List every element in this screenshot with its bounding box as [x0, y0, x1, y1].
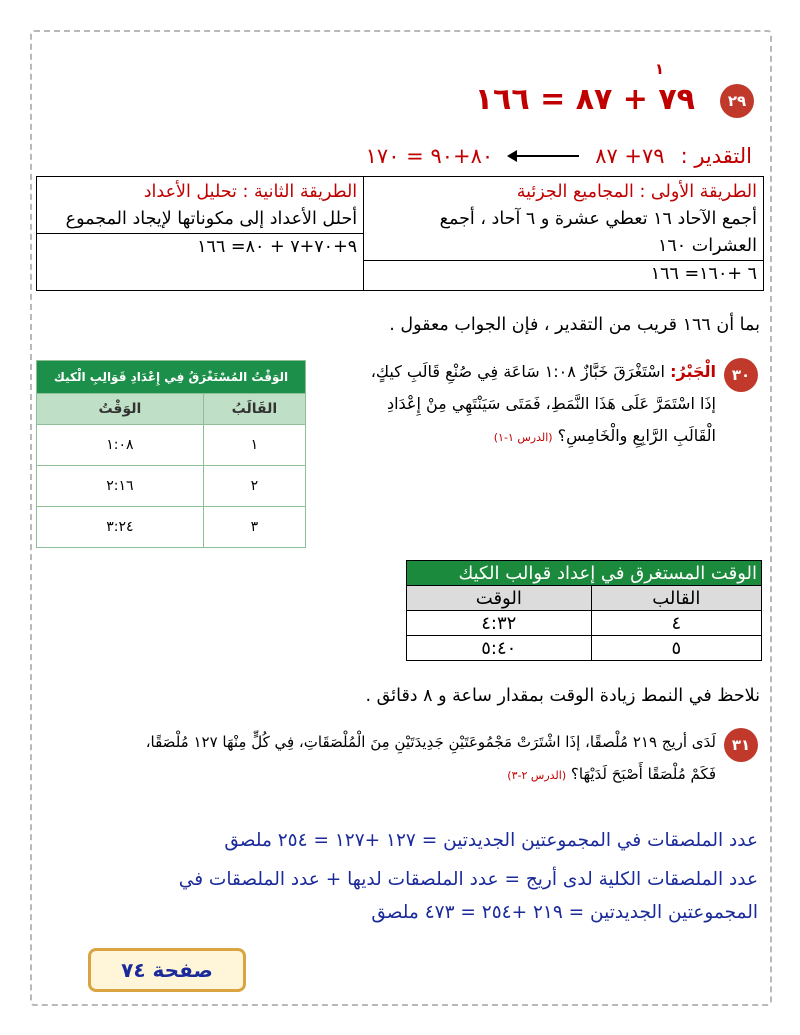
- answer-cell: ٥:٤٠: [407, 636, 592, 661]
- method-2-result: ٩+٧٠+٧ + ٨٠= ١٦٦: [37, 233, 363, 261]
- table-row: [407, 636, 762, 661]
- answer-header-mold: القالب: [591, 586, 761, 611]
- q30-text: [316, 356, 716, 454]
- question-31-badge: [724, 728, 758, 762]
- method-2-title: الطريقة الثانية : تحليل الأعداد: [143, 182, 358, 202]
- book-cell: ٢:١٦: [37, 466, 204, 507]
- estimate-row: [366, 144, 752, 168]
- page-number-badge: [88, 948, 246, 992]
- page-number: صفحة ٧٤: [121, 958, 213, 982]
- book-cell: ١: [203, 425, 305, 466]
- book-table: [36, 360, 306, 548]
- question-30-badge: [724, 358, 758, 392]
- method-1-result: ٦ +١٦٠= ١٦٦: [364, 260, 763, 288]
- question-number: ٣٠: [731, 366, 751, 384]
- method-1-title: الطريقة الأولى : المجاميع الجزئية: [516, 182, 757, 202]
- book-cell: ٢: [203, 466, 305, 507]
- book-table-title: الوَقْتُ المُسْتَغْرَقُ فِي إِعْدَادِ قَوَالِبِ الْكيك: [37, 361, 306, 394]
- carry-digit: ١: [654, 60, 664, 78]
- q31-lesson: (الدرس ٢-٣): [507, 769, 567, 782]
- q30-line3: الْقَالَبِ الرَّابِعِ والْخَامِسِ؟: [557, 426, 716, 445]
- answer-header-time: الوقت: [407, 586, 592, 611]
- answer-table: [406, 560, 762, 661]
- table-row: [407, 611, 762, 636]
- q31-answer3: المجموعتين الجديدتين = ٢١٩ +٢٥٤ = ٤٧٣ ملصق: [371, 902, 758, 923]
- question-number: ٢٩: [727, 92, 747, 110]
- answer-table-title: الوقت المستغرق في إعداد قوالب الكيك: [407, 561, 762, 586]
- method-2-cell: [37, 177, 364, 291]
- q31-answers: [78, 824, 758, 929]
- question-29-badge: [720, 84, 754, 118]
- answer-cell: ٤:٣٢: [407, 611, 592, 636]
- q30-line2: إذَا اسْتَمَرَّ عَلَى هَذَا النَّمَطِ، فَمَتَى سَيَنْتَهِي مِنْ إِعْدَادِ: [386, 394, 716, 413]
- table-row: [37, 507, 306, 548]
- book-cell: ١:٠٨: [37, 425, 204, 466]
- answer-cell: ٥: [591, 636, 761, 661]
- q30-line1: اسْتَغْرَقَ خَبَّازٌ ١:٠٨ سَاعَة فِي صُنْعِ قَالَبِ كيكٍ،: [370, 362, 665, 381]
- q31-text: [26, 726, 716, 792]
- estimate-right: ٨٠+٩٠ = ١٧٠: [365, 144, 494, 168]
- estimate-label: التقدير :: [680, 144, 752, 168]
- q31-answer2: عدد الملصقات الكلية لدى أريج = عدد الملصقات لديها + عدد الملصقات في: [178, 869, 758, 890]
- addition-equation: ٧٩ + ٨٧ = ١٦٦: [474, 82, 695, 117]
- book-cell: ٣: [203, 507, 305, 548]
- estimate-left: ٧٩+ ٨٧: [595, 144, 665, 168]
- q30-lesson: (الدرس ١-١): [493, 431, 553, 444]
- table-row: [37, 466, 306, 507]
- methods-table: [36, 176, 764, 291]
- q30-note: نلاحظ في النمط زيادة الوقت بمقدار ساعة و ٨ دقائق .: [365, 686, 760, 706]
- q31-line1: لَدَى أريج ٢١٩ مُلْصقًا، إذَا اشْتَرَتْ مَجْمُوعَتَيْنِ جَدِيدَتَيْنِ مِنَ الْمُلْصَقَاتِ، فِي كُلٍّ مِنْهَا ١٢٧ مُلْصَقًا،: [145, 733, 716, 751]
- method-1-text: أجمع الآحاد ١٦ تعطي عشرة و ٦ آحاد ، أجمع العشرات ١٦٠: [439, 209, 757, 256]
- book-cell: ٣:٢٤: [37, 507, 204, 548]
- question-number: ٣١: [731, 736, 751, 754]
- method-1-cell: [364, 177, 764, 291]
- table-row: [37, 425, 306, 466]
- q31-answer1: عدد الملصقات في المجموعتين الجديدتين = ١٢٧ +١٢٧ = ٢٥٤ ملصق: [224, 830, 758, 851]
- arrow-left-icon: [509, 155, 579, 157]
- method-2-text: أحلل الأعداد إلى مكوناتها لإيجاد المجموع: [65, 209, 358, 229]
- q29-conclusion: بما أن ١٦٦ قريب من التقدير ، فإن الجواب معقول .: [389, 315, 760, 335]
- q30-label: الْجَبْرُ:: [670, 362, 716, 381]
- answer-cell: ٤: [591, 611, 761, 636]
- book-header-mold: القَالَبُ: [203, 394, 305, 425]
- book-header-time: الوَقْتُ: [37, 394, 204, 425]
- q31-line2: فَكَمْ مُلْصَقًا أَصْبَحَ لَدَيْهَا؟: [570, 765, 716, 783]
